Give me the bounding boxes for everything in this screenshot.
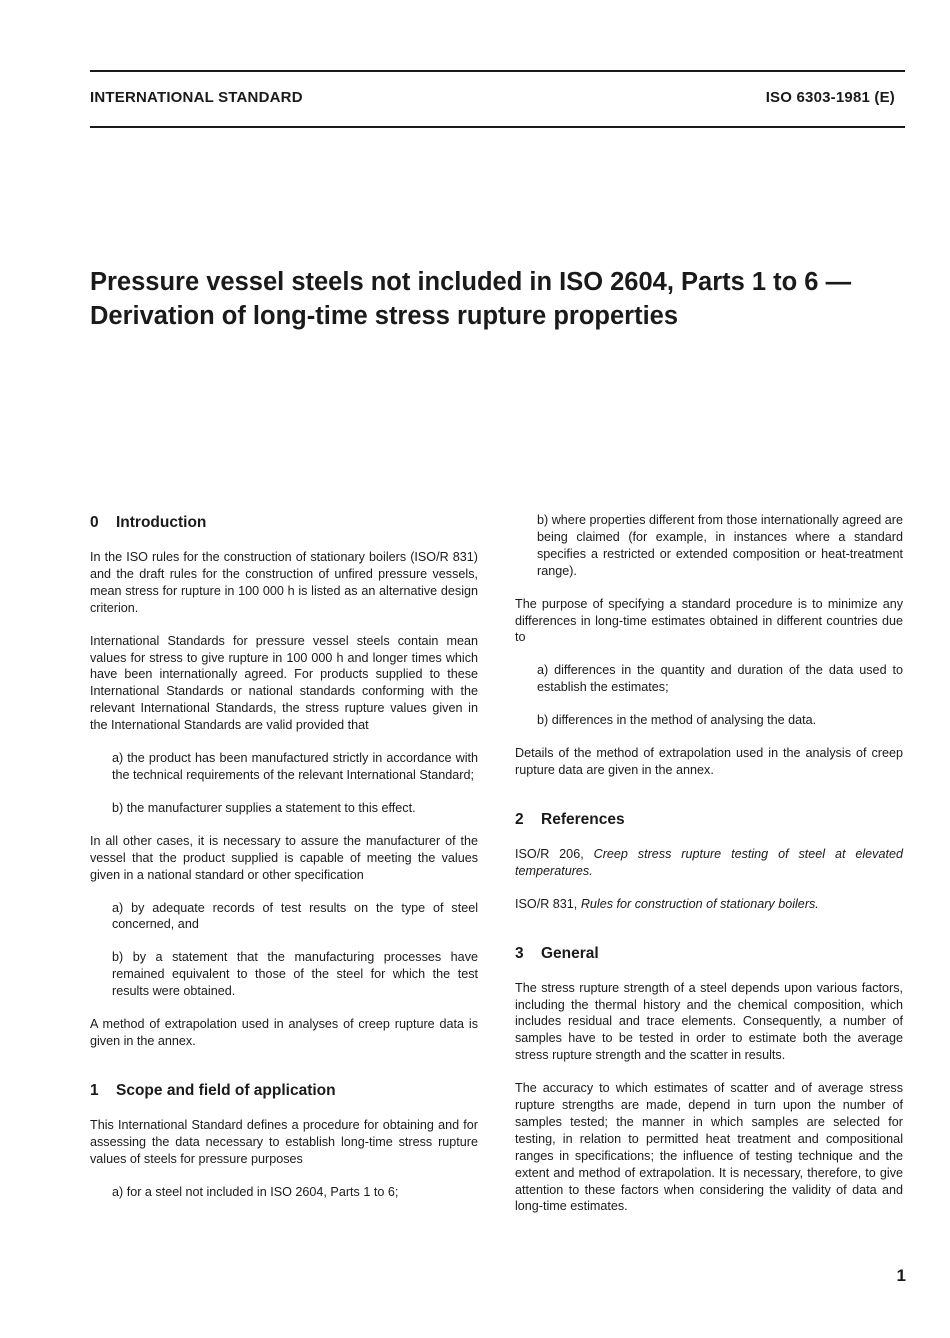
list-item: b) the manufacturer supplies a statement to this effect.	[112, 800, 416, 815]
reference-title: Creep stress rupture testing of steel at elevated temperatures.	[515, 846, 903, 878]
list-item: a) the product has been manufactured strictly in accordance with the technical requirements of the relevant International Standard;	[112, 751, 478, 782]
top-rule	[90, 70, 905, 72]
paragraph: In all other cases, it is necessary to assure the manufacturer of the vessel that the product supplied is capable of meeting the values given in a national standard or other specification	[90, 833, 478, 882]
paragraph: The accuracy to which estimates of scatter and of average stress rupture strengths are made, depend in turn upon the number of samples tested; the manner in which samples are selected for testing, in relation to permitted heat treatment and compositional ranges in specifications; the influence of testing technique and the extent and method of extrapolation. It is necessary, therefore, to give attention to these factors when considering the validity of data and long-time estimates.	[515, 1081, 903, 1214]
standard-number-label: ISO 6303-1981 (E)	[765, 89, 895, 106]
list-item: b) by a statement that the manufacturing processes have remained equivalent to those of the steel for which the test results were obtained.	[112, 950, 478, 999]
paragraph: In the ISO rules for the construction of stationary boilers (ISO/R 831) and the draft rules for the construction of unfired pressure vessels, mean stress for rupture in 100 000 h is listed as an alternative design criterion.	[90, 550, 478, 615]
paragraph: International Standards for pressure vessel steels contain mean values for stress to give rupture in 100 000 h and longer times which have been internationally agreed. For products supplied to these International Standards or national standards conforming with the relevant International Standards, the stress rupture values given in the International Standards are valid provided that	[90, 633, 478, 733]
section-2-heading	[515, 809, 903, 831]
document-title: Pressure vessel steels not included in ISO 2604, Parts 1 to 6 — Derivation of long-time stress rupture properties	[90, 268, 852, 330]
section-3-heading	[515, 943, 903, 965]
section-title: Scope and field of application	[116, 1081, 336, 1099]
left-column	[90, 512, 478, 1216]
section-title: References	[541, 810, 625, 828]
reference-entry	[515, 896, 903, 913]
right-column	[515, 512, 903, 1231]
section-number: 0	[90, 514, 99, 531]
section-0-heading	[90, 512, 478, 534]
list-item: a) for a steel not included in ISO 2604, Parts 1 to 6;	[112, 1184, 399, 1199]
reference-code: ISO/R 831,	[515, 896, 578, 911]
paragraph: A method of extrapolation used in analyses of creep rupture data is given in the annex.	[90, 1017, 478, 1048]
header-bottom-rule	[90, 126, 905, 128]
reference-code: ISO/R 206,	[515, 846, 584, 861]
reference-title: Rules for construction of stationary boilers.	[580, 896, 819, 911]
list-item: b) where properties different from those internationally agreed are being claimed (for example, in instances where a standard specifies a restricted or extended composition or heat-treatment range).	[537, 513, 903, 578]
list-item: a) differences in the quantity and duration of the data used to establish the estimates;	[537, 663, 903, 695]
paragraph: This International Standard defines a procedure for obtaining and for assessing the data necessary to establish long-time stress rupture values of steels for pressure purposes	[90, 1117, 478, 1166]
reference-entry	[515, 846, 903, 880]
list-item: b) differences in the method of analysing the data.	[537, 713, 817, 728]
section-number: 2	[515, 810, 524, 828]
section-number: 3	[515, 944, 524, 962]
paragraph: Details of the method of extrapolation used in the analysis of creep rupture data are given in the annex.	[515, 746, 903, 777]
section-title: General	[541, 944, 599, 962]
section-number: 1	[90, 1081, 99, 1099]
paragraph: The stress rupture strength of a steel depends upon various factors, including the thermal history and the chemical composition, which includes residual and trace elements. Consequently, a number of samples have to be tested in order to estimate both the average stress rupture strength and the scatter in results.	[515, 980, 903, 1063]
standard-type-label: INTERNATIONAL STANDARD	[90, 89, 303, 106]
page-number: 1	[896, 1266, 906, 1285]
paragraph: The purpose of specifying a standard procedure is to minimize any differences in long-time estimates obtained in different countries due to	[515, 596, 903, 645]
section-1-heading	[90, 1080, 478, 1102]
list-item: a) by adequate records of test results on the type of steel concerned, and	[112, 900, 478, 932]
section-title: Introduction	[116, 514, 207, 531]
